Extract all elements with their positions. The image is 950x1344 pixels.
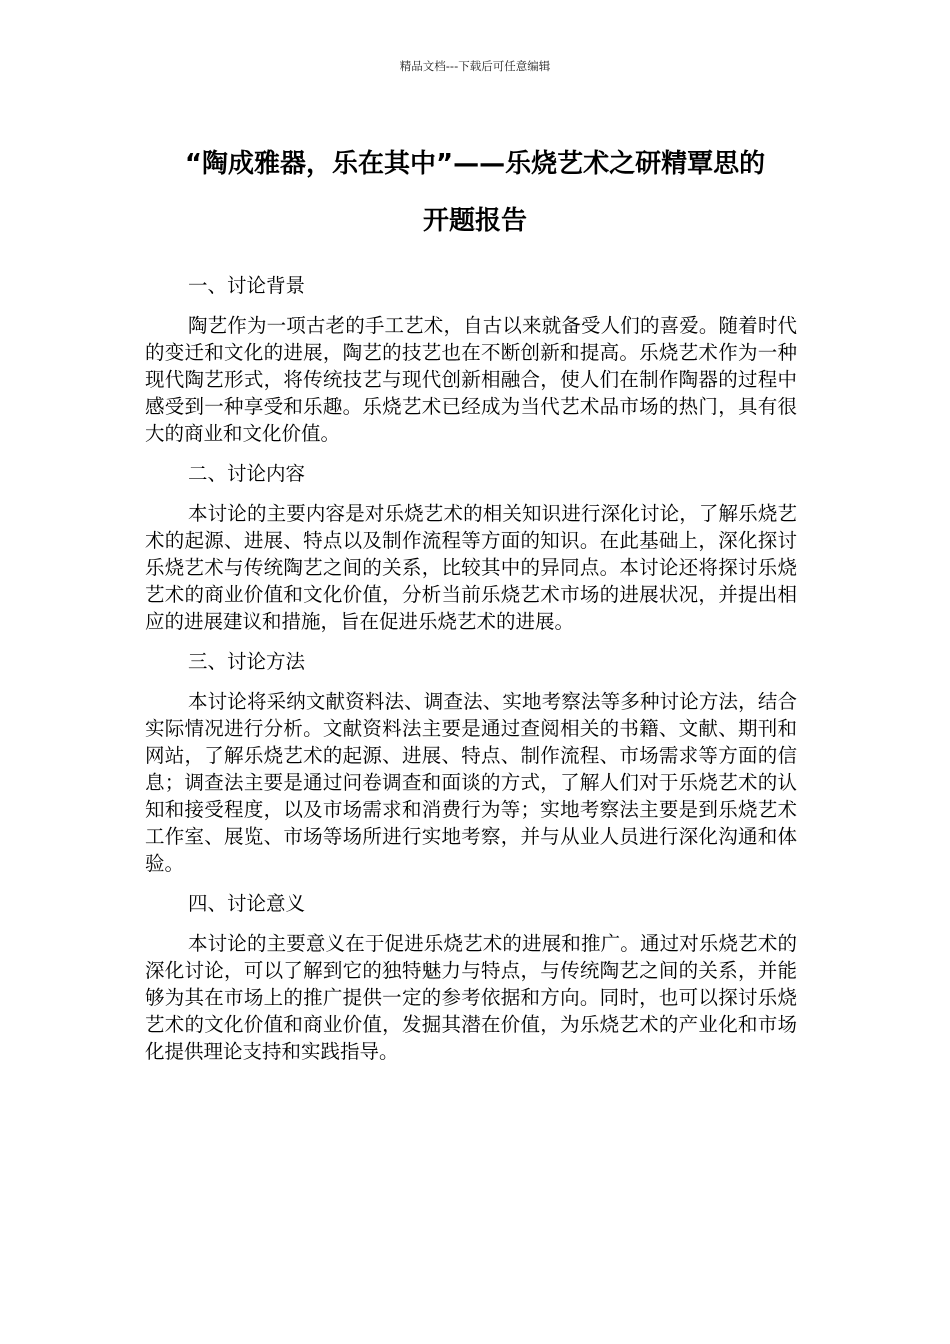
section-heading-content: 二、讨论内容 <box>188 462 306 485</box>
section-heading-method: 三、讨论方法 <box>188 650 306 673</box>
section-paragraph-method: 本讨论将采纳文献资料法、调查法、实地考察法等多种讨论方法，结合实际情况进行分析。文献资料法主要是通过查阅相关的书籍、文献、期刊和网站，了解乐烧艺术的起源、进展、特点、制作流程、市场需求等方面的信息；调查法主要是通过问卷调查和面谈的方式，了解人们对于乐烧艺术的认知和接受程度，以及市场需求和消费行为等；实地考察法主要是到乐烧艺术工作室、展览、市场等场所进行实地考察，并与从业人员进行深化沟通和体验。 <box>145 690 797 875</box>
document-title <box>140 136 810 250</box>
section-paragraph-significance: 本讨论的主要意义在于促进乐烧艺术的进展和推广。通过对乐烧艺术的深化讨论，可以了解到它的独特魅力与特点，与传统陶艺之间的关系，并能够为其在市场上的推广提供一定的参考依据和方向。同时，也可以探讨乐烧艺术的文化价值和商业价值，发掘其潜在价值，为乐烧艺术的产业化和市场化提供理论支持和实践指导。 <box>145 932 797 1063</box>
section-heading-significance: 四、讨论意义 <box>188 892 306 915</box>
section-paragraph-background: 陶艺作为一项古老的手工艺术，自古以来就备受人们的喜爱。随着时代的变迁和文化的进展，陶艺的技艺也在不断创新和提高。乐烧艺术作为一种现代陶艺形式，将传统技艺与现代创新相融合，使人们在制作陶器的过程中感受到一种享受和乐趣。乐烧艺术已经成为当代艺术品市场的热门，具有很大的商业和文化价值。 <box>145 314 797 445</box>
title-line-1: “陶成雅器，乐在其中”——乐烧艺术之研精覃思的 <box>184 149 766 179</box>
title-line-2: 开题报告 <box>422 206 527 236</box>
header-note: 精品文档---下载后可任意编辑 <box>399 59 551 73</box>
document-body <box>145 272 797 1078</box>
section-heading-background: 一、讨论背景 <box>188 274 306 297</box>
section-paragraph-content: 本讨论的主要内容是对乐烧艺术的相关知识进行深化讨论，了解乐烧艺术的起源、进展、特点以及制作流程等方面的知识。在此基础上，深化探讨乐烧艺术与传统陶艺之间的关系，比较其中的异同点。本讨论还将探讨乐烧艺术的商业价值和文化价值，分析当前乐烧艺术市场的进展状况，并提出相应的进展建议和措施，旨在促进乐烧艺术的进展。 <box>145 502 797 633</box>
